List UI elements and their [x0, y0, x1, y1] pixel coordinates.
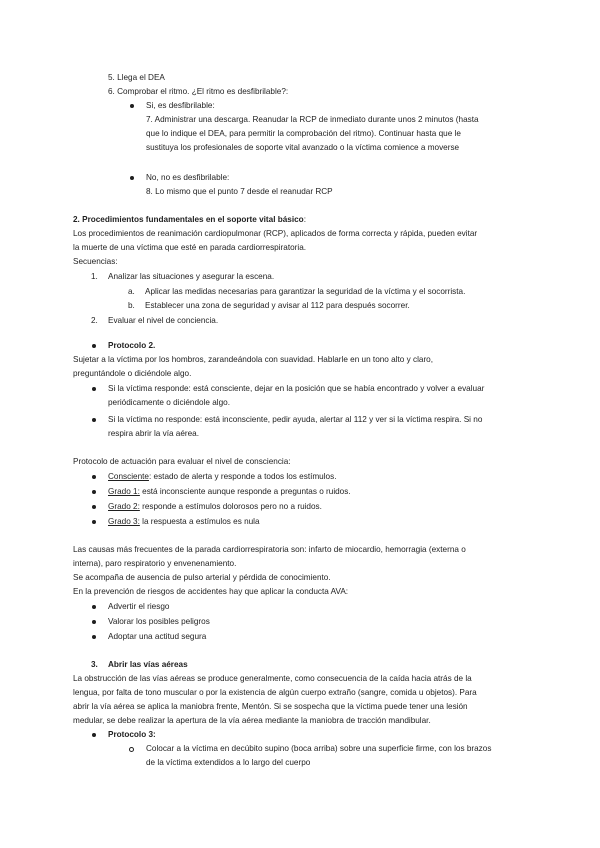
list-item: Grado 1: está inconsciente aunque responde a preguntas o ruidos.: [108, 487, 351, 496]
text-line: Se acompaña de ausencia de pulso arterial y pérdida de conocimiento.: [73, 573, 331, 582]
bullet: [130, 176, 134, 180]
text-line: La obstrucción de las vías aéreas se produce generalmente, como consecuencia de la caída hacia atrás de la: [73, 674, 472, 683]
text-line: periódicamente o diciéndole algo.: [108, 398, 230, 407]
list-item: Advertir el riesgo: [108, 602, 170, 611]
text-line: que lo indique el DEA, para permitir la comprobación del ritmo). Continuar hasta que le: [146, 129, 461, 138]
option-no: No, no es desfibrilable:: [146, 173, 230, 182]
bullet: [130, 104, 134, 108]
text-line: En la prevención de riesgos de accidentes hay que aplicar la conducta AVA:: [73, 587, 349, 596]
list-item: Grado 3: la respuesta a estímulos es nula: [108, 517, 260, 526]
bullet: [92, 733, 96, 737]
text-line: 8. Lo mismo que el punto 7 desde el reanudar RCP: [146, 187, 333, 196]
protocol-3-heading: Protocolo 3:: [108, 730, 156, 739]
text-line: preguntándole o diciéndole algo.: [73, 369, 192, 378]
option-yes: Si, es desfibrilable:: [146, 101, 215, 110]
bullet: [92, 520, 96, 524]
list-item: Grado 2: responde a estímulos dolorosos pero no a ruidos.: [108, 502, 322, 511]
bullet: [92, 387, 96, 391]
list-item: Si la víctima no responde: está inconsciente, pedir ayuda, alertar al 112 y ver si la víctima respira. Si no: [108, 415, 483, 424]
list-item: Colocar a la víctima en decúbito supino (boca arriba) sobre una superficie firme, con los brazos: [146, 744, 492, 753]
text-line: de la víctima extendidos a lo largo del cuerpo: [146, 758, 311, 767]
text-line: Secuencias:: [73, 257, 118, 266]
list-letter: a.: [128, 287, 135, 296]
text-line: 7. Administrar una descarga. Reanudar la RCP de inmediato durante unos 2 minutos (hasta: [146, 115, 479, 124]
text-line: lengua, por falta de tono muscular o por la existencia de algún cuerpo extraño (sangre, comida u objetos). Para: [73, 688, 477, 697]
list-item: Si la víctima responde: está consciente, dejar en la posición que se había encontrado y volver a evaluar: [108, 384, 485, 393]
list-letter: b.: [128, 301, 135, 310]
list-item: Aplicar las medidas necesarias para garantizar la seguridad de la víctima y el socorrista.: [145, 287, 466, 296]
bullet: [92, 635, 96, 639]
text-line: interna), paro respiratorio y envenenamiento.: [73, 559, 237, 568]
list-item: Adoptar una actitud segura: [108, 632, 207, 641]
bullet: [92, 605, 96, 609]
text-line: Las causas más frecuentes de la parada cardiorrespiratoria son: infarto de miocardio, hemorragia (externa o: [73, 545, 466, 554]
list-number: 2.: [91, 316, 98, 325]
text-line: Protocolo de actuación para evaluar el nivel de consciencia:: [73, 457, 291, 466]
bullet: [92, 475, 96, 479]
list-item: Consciente: estado de alerta y responde a todos los estímulos.: [108, 472, 337, 481]
section-heading-2: 2. Procedimientos fundamentales en el soporte vital básico:: [73, 215, 306, 224]
bullet: [92, 620, 96, 624]
section-heading-3: Abrir las vías aéreas: [108, 660, 188, 669]
text-line: la muerte de una víctima que esté en parada cardiorrespiratoria.: [73, 243, 307, 252]
text-line: respira abrir la vía aérea.: [108, 429, 200, 438]
list-item: Establecer una zona de seguridad y avisar al 112 para después socorrer.: [145, 301, 410, 310]
list-item: Valorar los posibles peligros: [108, 617, 210, 626]
list-number: 3.: [91, 660, 98, 669]
text-line: medular, se debe realizar la apertura de la vía aérea mediante la maniobra de tracción mandibular.: [73, 716, 431, 725]
list-item: Evaluar el nivel de conciencia.: [108, 316, 219, 325]
text-line: Sujetar a la víctima por los hombros, zarandeándola con suavidad. Hablarle en un tono alto y claro,: [73, 355, 434, 364]
circle-bullet: [129, 747, 134, 752]
protocol-2-heading: Protocolo 2.: [108, 341, 156, 350]
text-line: abrir la vía aérea se aplica la maniobra frente, Mentón. Si se sospecha que la víctima puede tener una lesión: [73, 702, 468, 711]
text-line: sustituya los profesionales de soporte vital avanzado o la víctima comience a moverse: [146, 143, 460, 152]
bullet: [92, 505, 96, 509]
list-number: 1.: [91, 272, 98, 281]
bullet: [92, 490, 96, 494]
bullet: [92, 418, 96, 422]
text-line: Los procedimientos de reanimación cardiopulmonar (RCP), aplicados de forma correcta y rápida, pueden evitar: [73, 229, 478, 238]
bullet: [92, 344, 96, 348]
list-item: Analizar las situaciones y asegurar la escena.: [108, 272, 275, 281]
step-5: 5. Llega el DEA: [108, 73, 165, 82]
step-6: 6. Comprobar el ritmo. ¿El ritmo es desfibrilable?:: [108, 87, 289, 96]
